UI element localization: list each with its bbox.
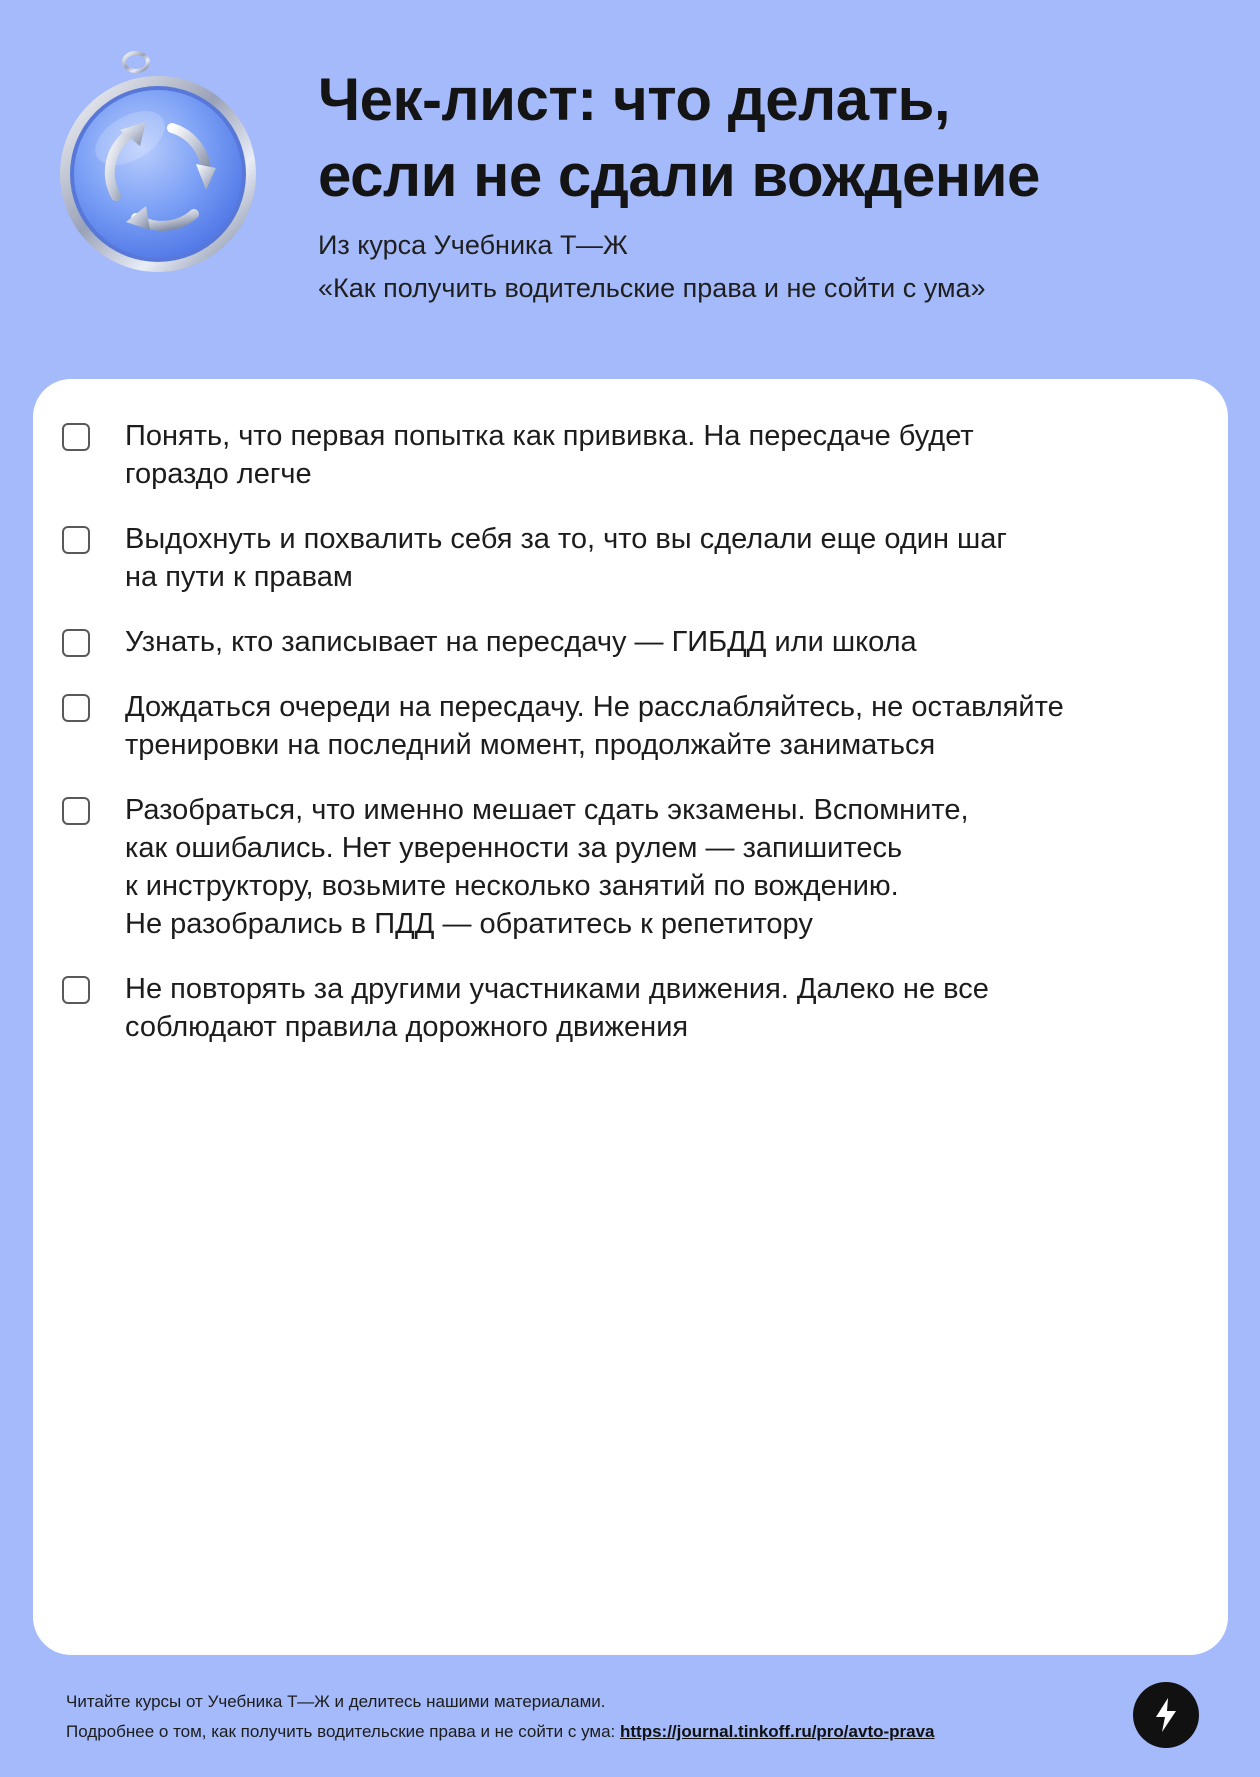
- footer-line-1: Читайте курсы от Учебника Т—Ж и делитесь нашими материалами.: [66, 1692, 606, 1711]
- subtitle-line-1: Из курса Учебника Т—Ж: [318, 230, 628, 260]
- checklist-item-line: Выдохнуть и похвалить себя за то, что вы сделали еще один шаг: [125, 523, 1008, 555]
- page-title: [318, 62, 1040, 214]
- brand-logo[interactable]: [1133, 1682, 1199, 1748]
- checklist-item-line: Не повторять за другими участниками движения. Далеко не все: [125, 973, 989, 1005]
- checklist-item-line: соблюдают правила дорожного движения: [125, 1011, 689, 1043]
- checklist-item-text: [125, 688, 1064, 764]
- checkbox[interactable]: [62, 797, 90, 825]
- checkbox[interactable]: [62, 526, 90, 554]
- checklist-item-line: Разобраться, что именно мешает сдать экзамены. Вспомните,: [125, 794, 969, 826]
- footer: [66, 1687, 935, 1747]
- checklist-item: [33, 520, 1228, 596]
- checklist-item-line: к инструктору, возьмите несколько занятий по вождению.: [125, 870, 899, 902]
- checkbox[interactable]: [62, 423, 90, 451]
- checklist-item-text: [125, 623, 917, 661]
- checklist: [33, 379, 1228, 1046]
- checklist-item-line: Узнать, кто записывает на пересдачу — ГИБДД или школа: [125, 626, 917, 658]
- checkbox[interactable]: [62, 976, 90, 1004]
- checklist-item-line: гораздо легче: [125, 458, 312, 490]
- checklist-card: [33, 379, 1228, 1655]
- checkbox[interactable]: [62, 694, 90, 722]
- subtitle-line-2: «Как получить водительские права и не сойти с ума»: [318, 273, 986, 303]
- checklist-item-line: Не разобрались в ПДД — обратитесь к репетитору: [125, 908, 813, 940]
- checklist-item-text: [125, 417, 974, 493]
- checklist-item: [33, 688, 1228, 764]
- checklist-item-text: [125, 791, 969, 943]
- footer-line-2: [66, 1717, 935, 1747]
- checklist-item-line: на пути к правам: [125, 561, 353, 593]
- checklist-item-line: Дождаться очереди на пересдачу. Не расслабляйтесь, не оставляйте: [125, 691, 1064, 723]
- circular-arrows-icon: [50, 46, 266, 276]
- checkbox[interactable]: [62, 629, 90, 657]
- checklist-item: [33, 623, 1228, 661]
- checklist-item: [33, 791, 1228, 943]
- subtitle: [318, 224, 986, 310]
- title-line-1: Чек-лист: что делать,: [318, 66, 951, 133]
- checklist-item-text: [125, 520, 1007, 596]
- checklist-item: [33, 970, 1228, 1046]
- course-link[interactable]: https://journal.tinkoff.ru/pro/avto-prava: [620, 1722, 935, 1741]
- checklist-item-text: [125, 970, 989, 1046]
- checklist-item: [33, 417, 1228, 493]
- checklist-item-line: как ошибались. Нет уверенности за рулем — запишитесь: [125, 832, 903, 864]
- checklist-item-line: тренировки на последний момент, продолжайте заниматься: [125, 729, 936, 761]
- checklist-item-line: Понять, что первая попытка как прививка. На пересдаче будет: [125, 420, 974, 452]
- lightning-icon: [1151, 1696, 1181, 1734]
- title-line-2: если не сдали вождение: [318, 142, 1040, 209]
- footer-line-2-text: Подробнее о том, как получить водительские права и не сойти с ума:: [66, 1722, 620, 1741]
